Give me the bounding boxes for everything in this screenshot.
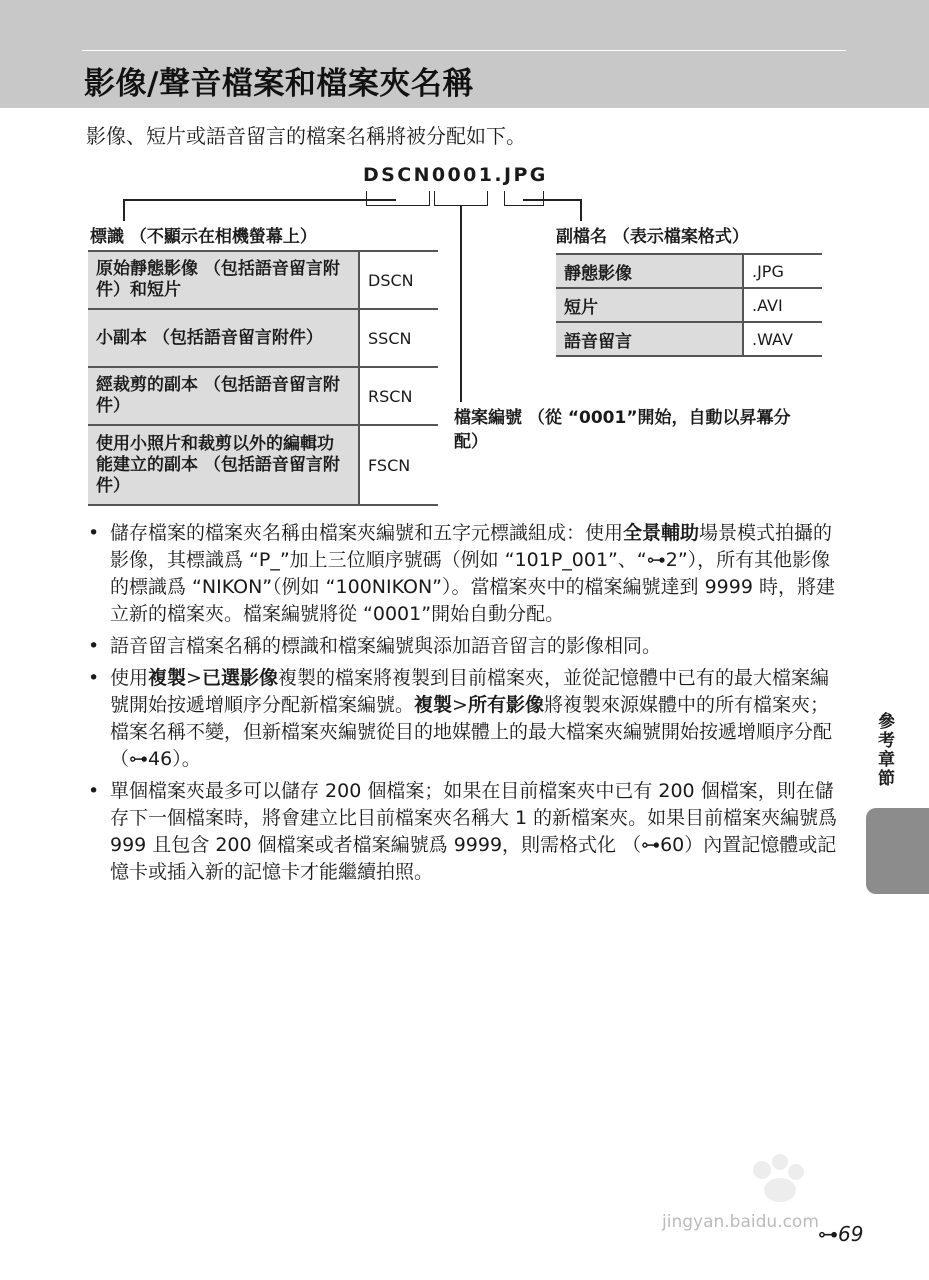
note-emphasis: 全景輔助 <box>623 522 700 544</box>
table-row <box>88 425 438 505</box>
table-row <box>556 322 822 356</box>
side-tab-label: 參考章節 <box>874 712 894 788</box>
example-filename: DSCN0001.JPG <box>363 164 548 186</box>
identifier-connector-h <box>123 199 396 201</box>
menu-separator: > <box>186 667 202 689</box>
note-emphasis: 已選影像 <box>201 667 278 689</box>
extension-desc: 語音留言 <box>556 322 743 356</box>
note-text: 場景模式拍攝的影像，其標識爲 “P_”加上三位順序號碼（例如 “101P_001”、“ <box>110 522 833 571</box>
identifier-desc: 原始靜態影像 （包括語音留言附件）和短片 <box>88 251 359 309</box>
identifier-desc: 小副本 （包括語音留言附件） <box>88 309 359 367</box>
bullet: • <box>88 667 100 689</box>
extension-code: .AVI <box>743 288 822 322</box>
identifier-desc: 經裁剪的副本 （包括語音留言附件） <box>88 367 359 425</box>
identifier-desc: 使用小照片和裁剪以外的編輯功能建立的副本 （包括語音留言附件） <box>88 425 359 505</box>
bullet: • <box>88 780 100 802</box>
identifier-code: SSCN <box>359 309 438 367</box>
bullet: • <box>88 635 100 657</box>
list-item <box>84 633 846 660</box>
file-number-connector <box>460 206 462 402</box>
table-row <box>88 309 438 367</box>
chapter-tab[interactable] <box>866 808 929 894</box>
identifier-label: 標識 （不顯示在相機螢幕上） <box>90 227 317 247</box>
extension-connector-v <box>580 199 582 221</box>
reference-icon: ⊶60 <box>641 834 685 856</box>
identifier-table <box>88 250 438 506</box>
extension-label: 副檔名 （表示檔案格式） <box>556 227 749 247</box>
note-emphasis: 所有影像 <box>467 694 544 716</box>
note-text: ”），所有其他影像的標識爲 “NIKON”（例如 “100NIKON”）。當檔案夾中的檔案編號達到 9999 時，將建立新的檔案夾。檔案編號將從 “0001”開始自動分配。 <box>110 549 835 625</box>
table-row <box>556 288 822 322</box>
note-emphasis: 複製 <box>148 667 187 689</box>
table-row <box>88 251 438 309</box>
note-text: 使用 <box>110 667 149 689</box>
extension-desc: 短片 <box>556 288 743 322</box>
note-text: ）內置記憶體或記憶卡或插入新的記憶卡才能繼續拍照。 <box>110 834 837 883</box>
notes-list <box>84 520 846 891</box>
identifier-code: DSCN <box>359 251 438 309</box>
extension-connector-h <box>523 199 581 201</box>
note-text: 語音留言檔案名稱的標識和檔案編號與添加語音留言的影像相同。 <box>110 635 662 657</box>
page-title: 影像/聲音檔案和檔案夾名稱 <box>84 66 474 102</box>
file-number-bracket <box>434 191 488 206</box>
extension-desc: 靜態影像 <box>556 254 743 288</box>
list-item <box>84 665 846 773</box>
table-row <box>88 367 438 425</box>
note-emphasis: 複製 <box>414 694 453 716</box>
note-text: 單個檔案夾最多可以儲存 200 個檔案；如果在目前檔案夾中已有 200 個檔案，則在儲存下一個檔案時，將會建立比目前檔案夾名稱大 1 的新檔案夾。如果目前檔案夾編號爲 999 且包含 200 個檔案或者檔案編號爲 9999，則需格式化 （ <box>110 780 838 856</box>
note-text: 複製的檔案將複製到目前檔案夾，並從記憶體中已有的最大檔案編號開始按遞增順序分配新檔案編號。 <box>110 667 829 716</box>
list-item <box>84 520 846 628</box>
extension-table <box>556 253 822 357</box>
extension-code: .WAV <box>743 322 822 356</box>
note-text: 將複製來源媒體中的所有檔案夾；檔案名稱不變，但新檔案夾編號從目的地媒體上的最大檔案夾編號開始按遞增順序分配 （ <box>110 694 833 770</box>
bullet: • <box>88 522 100 544</box>
note-text: 儲存檔案的檔案夾名稱由檔案夾編號和五字元標識組成：使用 <box>110 522 624 544</box>
header-rule <box>82 50 846 51</box>
note-text: ）。 <box>172 748 201 770</box>
identifier-code: RSCN <box>359 367 438 425</box>
extension-code: .JPG <box>743 254 822 288</box>
intro-text: 影像、短片或語音留言的檔案名稱將被分配如下。 <box>86 124 526 148</box>
file-number-label: 檔案編號 （從 “0001”開始，自動以昇冪分配） <box>454 408 791 452</box>
page-number: ⊶69 <box>818 1222 864 1246</box>
table-row <box>556 254 822 288</box>
reference-icon: ⊶46 <box>129 748 173 770</box>
reference-icon: ⊶2 <box>646 549 678 571</box>
list-item <box>84 778 846 886</box>
menu-separator: > <box>452 694 468 716</box>
identifier-code: FSCN <box>359 425 438 505</box>
identifier-connector-v <box>123 199 125 221</box>
watermark-text: jingyan.baidu.com <box>662 1212 819 1232</box>
